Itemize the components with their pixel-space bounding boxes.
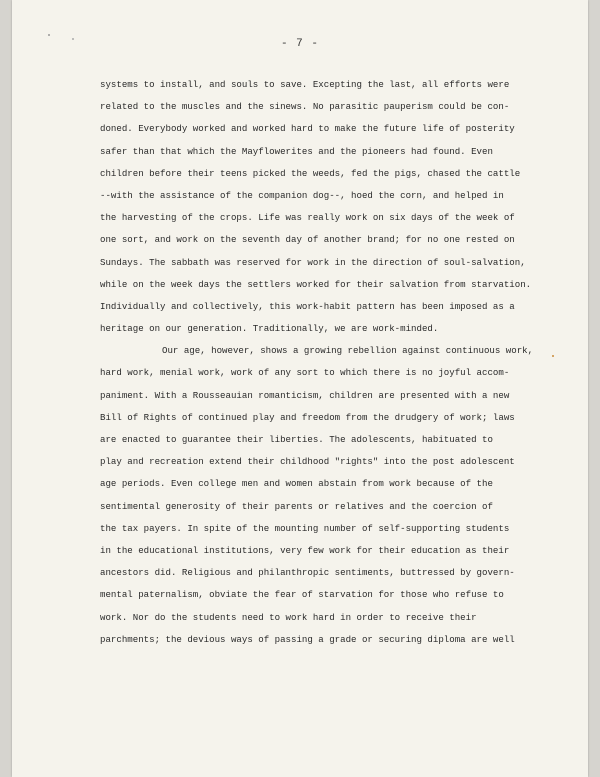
body-text — [100, 74, 570, 651]
text-line: heritage on our generation. Traditionally, we are work-minded. — [100, 323, 439, 335]
text-line: the tax payers. In spite of the mounting number of self-supporting students — [100, 522, 510, 534]
text-line: the harvesting of the crops. Life was really work on six days of the week of — [100, 212, 515, 224]
margin-speck — [552, 355, 554, 357]
text-line: Our age, however, shows a growing rebellion against continuous work, — [162, 345, 534, 357]
text-line: Individually and collectively, this work-habit pattern has been imposed as a — [100, 300, 515, 312]
text-line: --with the assistance of the companion dog--, hoed the corn, and helped in — [100, 189, 504, 201]
text-line: systems to install, and souls to save. Excepting the last, all efforts were — [100, 79, 510, 90]
text-line: in the educational institutions, very few work for their education as their — [100, 544, 510, 556]
text-line: children before their teens picked the weeds, fed the pigs, chased the cattle — [100, 167, 521, 179]
corner-speck — [72, 38, 74, 40]
text-line: Bill of Rights of continued play and freedom from the drudgery of work; laws — [100, 411, 515, 423]
text-line: while on the week days the settlers worked for their salvation from starvation. — [100, 278, 532, 290]
text-line: related to the muscles and the sinews. No parasitic pauperism could be con- — [100, 101, 510, 113]
text-line: sentimental generosity of their parents or relatives and the coercion of — [100, 500, 493, 512]
text-line: paniment. With a Rousseauian romanticism, children are presented with a new — [100, 389, 510, 401]
text-line: doned. Everybody worked and worked hard to make the future life of posterity — [100, 123, 515, 135]
text-line: mental paternalism, obviate the fear of starvation for those who refuse to — [100, 589, 504, 601]
text-line: work. Nor do the students need to work hard in order to receive their — [100, 611, 477, 623]
text-line: safer than that which the Mayflowerites and the pioneers had found. Even — [100, 145, 493, 157]
text-line: hard work, menial work, work of any sort to which there is no joyful accom- — [100, 367, 510, 379]
document-page — [12, 0, 588, 777]
corner-speck — [48, 34, 50, 36]
text-line: age periods. Even college men and women abstain from work because of the — [100, 478, 493, 490]
page-number: - 7 - — [280, 38, 319, 50]
text-line: Sundays. The sabbath was reserved for work in the direction of soul-salvation, — [100, 256, 526, 268]
text-line: are enacted to guarantee their liberties. The adolescents, habituated to — [100, 434, 493, 445]
text-line: play and recreation extend their childhood "rights" into the post adolescent — [100, 456, 515, 468]
text-line: ancestors did. Religious and philanthropic sentiments, buttressed by govern- — [100, 567, 515, 579]
text-line: one sort, and work on the seventh day of another brand; for no one rested on — [100, 234, 515, 246]
text-line: parchments; the devious ways of passing a grade or securing diploma are well — [100, 633, 515, 645]
